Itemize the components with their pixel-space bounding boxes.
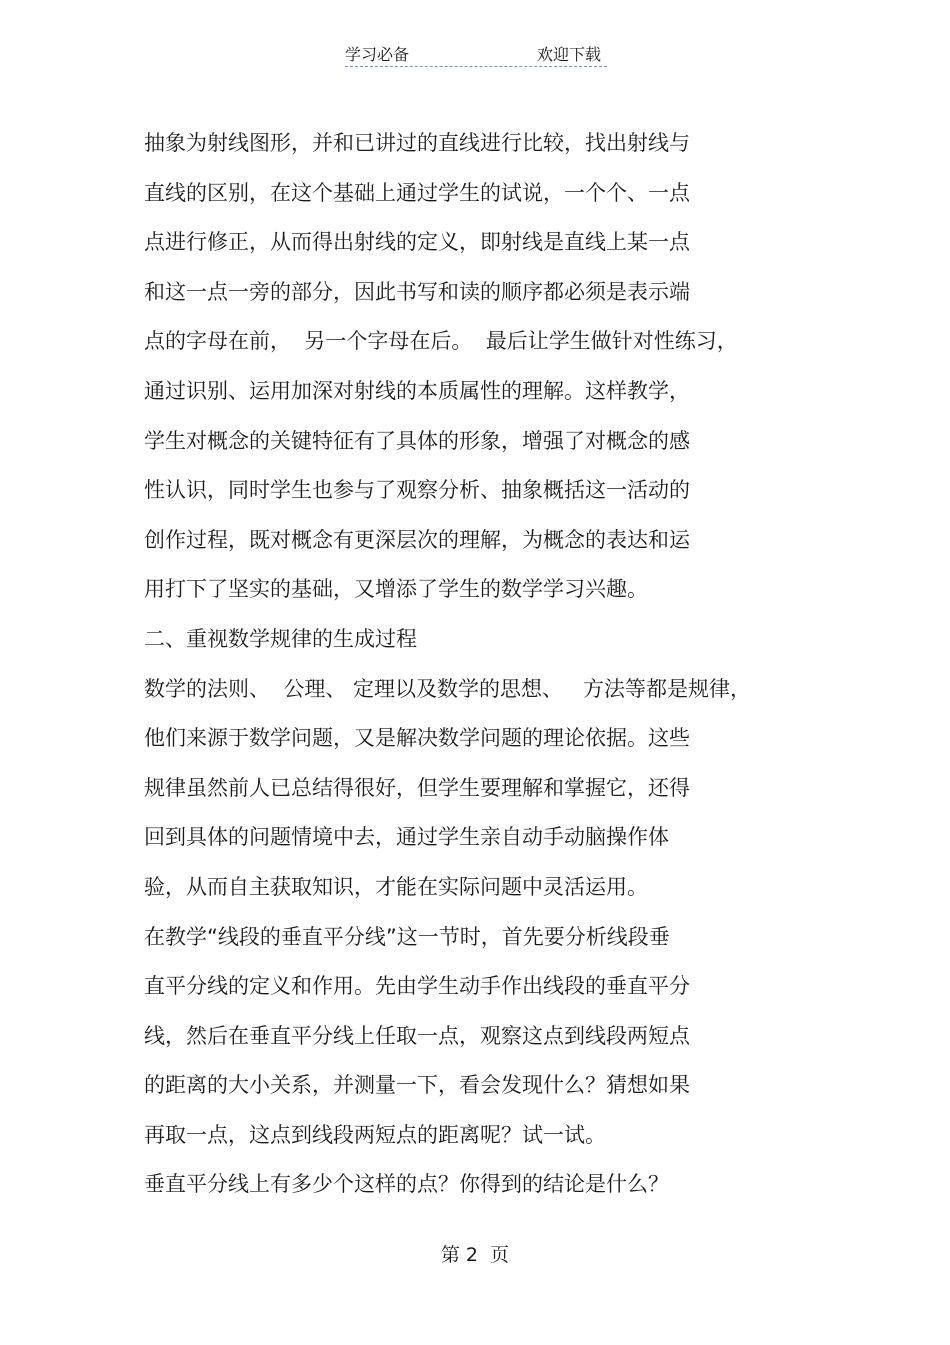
body-line: 创作过程，既对概念有更深层次的理解，为概念的表达和运 bbox=[144, 527, 690, 552]
body-line: 和这一点一旁的部分，因此书写和读的顺序都必须是表示端 bbox=[144, 279, 690, 304]
page-header bbox=[345, 40, 607, 67]
document-body bbox=[144, 119, 824, 1210]
body-line: 点进行修正，从而得出射线的定义，即射线是直线上某一点 bbox=[144, 230, 690, 255]
body-line: 规律虽然前人已总结得很好，但学生要理解和掌握它，还得 bbox=[144, 775, 690, 800]
header-left-text: 学习必备 bbox=[345, 45, 410, 64]
body-line: 再取一点，这点到线段两短点的距离呢？试一试。 bbox=[144, 1122, 606, 1147]
body-line: 用打下了坚实的基础，又增添了学生的数学学习兴趣。 bbox=[144, 577, 648, 602]
page-number: 第 2 页 bbox=[440, 1244, 510, 1266]
body-line: 学生对概念的关键特征有了具体的形象，增强了对概念的感 bbox=[144, 428, 690, 453]
body-line: 通过识别、运用加深对射线的本质属性的理解。这样教学， bbox=[144, 378, 690, 403]
body-line: 直线的区别，在这个基础上通过学生的试说，一个个、一点 bbox=[144, 180, 690, 205]
body-line: 直平分线的定义和作用。先由学生动手作出线段的垂直平分 bbox=[144, 974, 690, 999]
header-right-text: 欢迎下载 bbox=[536, 45, 601, 64]
body-line: 验，从而自主获取知识，才能在实际问题中灵活运用。 bbox=[144, 874, 648, 899]
body-line: 在教学“线段的垂直平分线”这一节时，首先要分析线段垂 bbox=[144, 924, 670, 949]
body-line: 垂直平分线上有多少个这样的点？你得到的结论是什么？ bbox=[144, 1172, 669, 1197]
body-line: 线，然后在垂直平分线上任取一点，观察这点到线段两短点 bbox=[144, 1023, 690, 1048]
body-line: 性认识，同时学生也参与了观察分析、抽象概括这一活动的 bbox=[144, 478, 690, 503]
body-line: 点的字母在前， 另一个字母在后。 最后让学生做针对性练习， bbox=[144, 329, 738, 354]
body-line: 的距离的大小关系，并测量一下，看会发现什么？猜想如果 bbox=[144, 1073, 690, 1098]
body-line: 回到具体的问题情境中去，通过学生亲自动手动脑操作体 bbox=[144, 825, 669, 850]
section-heading: 二、重视数学规律的生成过程 bbox=[144, 626, 417, 651]
body-line: 抽象为射线图形，并和已讲过的直线进行比较，找出射线与 bbox=[144, 131, 690, 155]
body-line: 数学的法则、 公理、 定理以及数学的思想、 方法等都是规律， bbox=[144, 676, 752, 701]
body-line: 他们来源于数学问题，又是解决数学问题的理论依据。这些 bbox=[144, 726, 690, 751]
